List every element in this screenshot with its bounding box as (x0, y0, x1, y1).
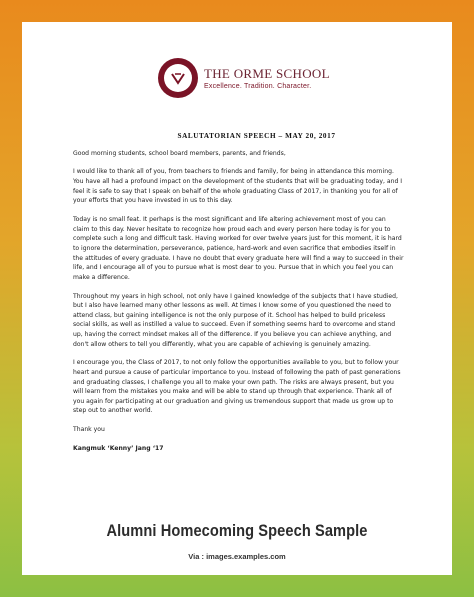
school-logo (158, 58, 330, 98)
speech-title: SALUTATORIAN SPEECH – MAY 20, 2017 (177, 132, 336, 140)
school-tagline: Excellence. Tradition. Character. (204, 82, 312, 90)
speech-paragraph: Throughout my years in high school, not only have I gained knowledge of the subjects that I have studied, but I also have learned many other lessons as well. At times I know some of you questioned the need to attend class, but gaining intelligence is not the only purpose of it. School has helped to build priceless social skills, as well as instilled a value to succeed. Even if something seems hard to overcome and stand up, having the correct mindset makes all of the difference. If you believe you can achieve anything, and don't allow others to tell you differently, what you are capable of achieving is genuinely amazing. (73, 292, 398, 348)
speech-closing: Thank you (73, 426, 105, 434)
speech-paragraph: I would like to thank all of you, from teachers to friends and family, for being in attendance this morning. You have all had a profound impact on the development of the students that will be graduating today, and I feel it is safe to say that I speak on behalf of the whole graduating Class of 2017, in thanking you for all of your efforts that you have invested in us to this day. (73, 168, 403, 205)
school-seal-icon (158, 58, 198, 98)
footer-title: Alumni Homecoming Speech Sample (106, 521, 368, 540)
speech-paragraph: I encourage you, the Class of 2017, to not only follow the opportunities available to you, but to follow your heart and pursue a cause of particular importance to you. Instead of following the path of past generations and graduating classes, I challenge you all to make your own path. The risks are always present, but you will learn from the mistakes you make and will be able to stand up through that experience. Thank all of you again for participating at our graduation and giving us tremendous support that made us grow up to step out to another world. (73, 359, 401, 415)
speech-document (73, 132, 404, 454)
speech-paragraph: Today is no small feat. It perhaps is the most significant and life altering achievement most of you can claim to this day. Never hesitate to recognize how proud each and every person here today is for you to complete such a long and difficult task. Having worked for over twelve years just for this moment, it is hard to ignore the determination, perseverance, patience, hard-work and even sacrifice that embodies itself in the attitudes of every graduate. I have no doubt that every graduate here will find a way to succeed in their life, and I encourage all of you to pursue what is most dear to you. Pursue that in which you feel you can make a difference. (73, 216, 404, 281)
speech-paragraph: Good morning students, school board members, parents, and friends, (73, 149, 286, 157)
footer-source: Via : images.examples.com (188, 552, 286, 561)
school-name: THE ORME SCHOOL (204, 65, 330, 81)
speech-signature: Kangmuk ‘Kenny’ Jang ‘17 (73, 445, 164, 453)
